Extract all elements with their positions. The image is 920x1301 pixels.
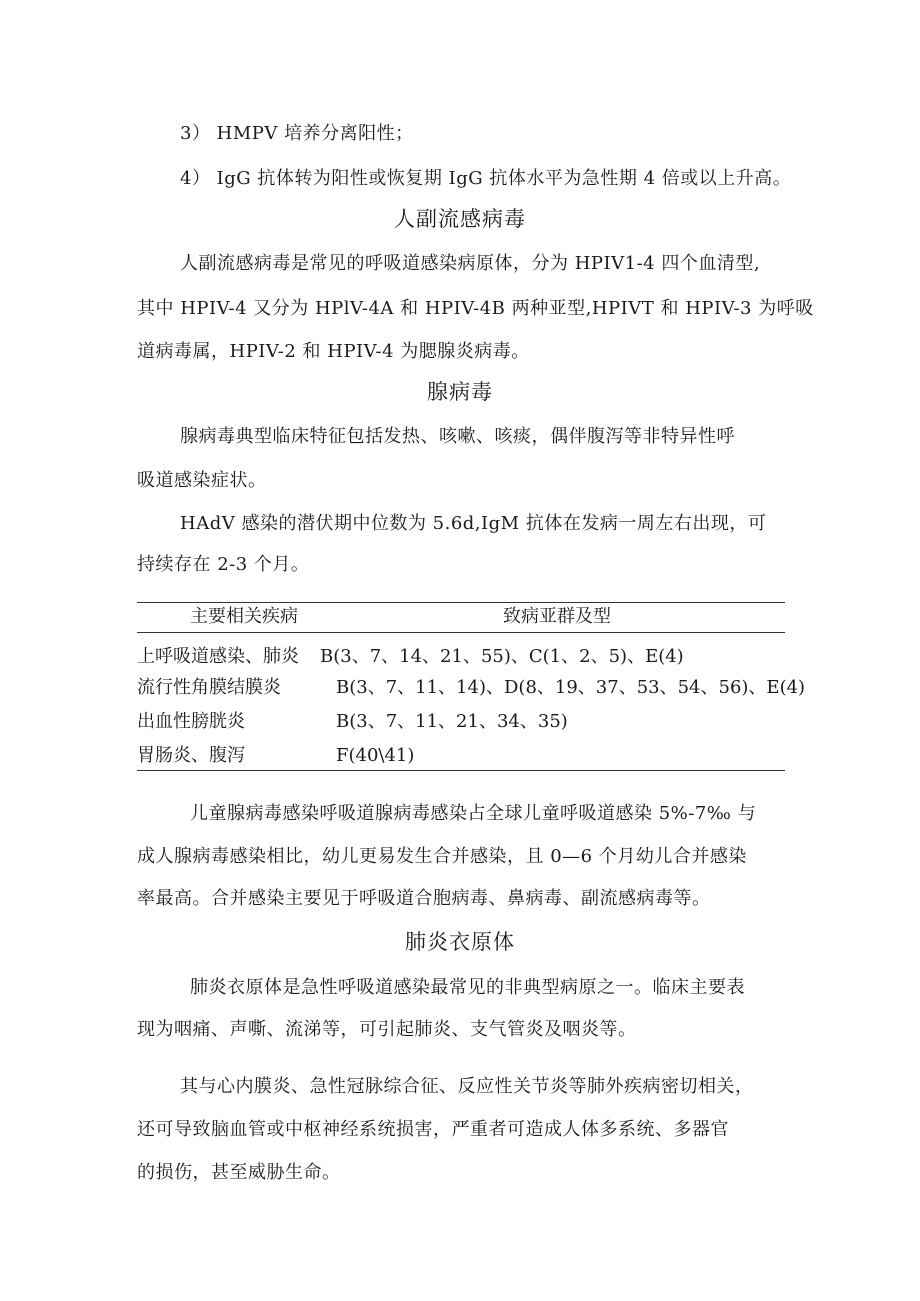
table-cell-subtype: B(3、7、11、21、34、35) [336,711,568,732]
table-bottom-rule [137,770,785,771]
paragraph-line: 现为咽痛、声嘶、流涕等，可引起肺炎、支气管炎及咽炎等。 [137,1019,637,1040]
section-title-hpiv: 人副流感病毒 [394,207,526,231]
table-cell-subtype: F(40\41) [336,745,415,766]
paragraph-line: 其中 HPIV-4 又分为 HPlV-4A 和 HPIV-4B 两种亚型,HPIVT 和 HPIV-3 为呼吸 [137,298,814,319]
paragraph-line: 道病毒属，HPIV-2 和 HPIV-4 为腮腺炎病毒。 [137,341,530,362]
table-cell-subtype: B(3、7、14、21、55)、C(1、2、5)、E(4) [320,646,684,667]
paragraph-line: 率最高。合并感染主要见于呼吸道合胞病毒、鼻病毒、副流感病毒等。 [137,888,711,909]
paragraph-line: 腺病毒典型临床特征包括发热、咳嗽、咳痰，偶伴腹泻等非特异性呼 [180,426,735,447]
table-cell-disease: 胃肠炎、腹泻 [137,745,245,766]
paragraph-line: 人副流感病毒是常见的呼吸道感染病原体，分为 HPIV1-4 四个血清型, [180,253,761,274]
section-title-adenovirus: 腺病毒 [427,380,493,404]
paragraph-line: 的损伤，甚至威胁生命。 [137,1162,341,1183]
table-header-disease: 主要相关疾病 [190,606,298,627]
paragraph-line: HAdV 感染的潜伏期中位数为 5.6d,IgM 抗体在发病一周左右出现，可 [180,513,767,534]
paragraph-line: 儿童腺病毒感染呼吸道腺病毒感染占全球儿童呼吸道感染 5%-7‰ 与 [190,803,757,824]
paragraph-line: 成人腺病毒感染相比，幼儿更易发生合并感染，且 0—6 个月幼儿合并感染 [137,846,747,867]
table-cell-subtype: B(3、7、11、14)、D(8、19、37、53、54、56)、E(4) [336,677,806,698]
section-title-chlamydia: 肺炎衣原体 [405,930,515,954]
table-cell-disease: 流行性角膜结膜炎 [137,677,281,698]
table-cell-disease: 上呼吸道感染、肺炎 [137,646,299,667]
table-top-rule [137,602,785,603]
paragraph-line: 还可导致脑血管或中枢神经系统损害，严重者可造成人体多系统、多器官 [137,1119,729,1140]
paragraph-line: 吸道感染症状。 [137,470,267,491]
list-item-4: 4） IgG 抗体转为阳性或恢复期 IgG 抗体水平为急性期 4 倍或以上升高。 [180,168,792,189]
table-header-subtype: 致病亚群及型 [503,606,611,627]
paragraph-line: 其与心内膜炎、急性冠脉综合征、反应性关节炎等肺外疾病密切相关， [180,1076,754,1097]
table-cell-disease: 出血性膀胱炎 [137,711,245,732]
paragraph-line: 肺炎衣原体是急性呼吸道感染最常见的非典型病原之一。临床主要表 [190,977,745,998]
list-item-3: 3） HMPV 培养分离阳性； [180,123,414,144]
paragraph-line: 持续存在 2-3 个月。 [137,554,310,575]
table-header-rule [137,632,785,633]
